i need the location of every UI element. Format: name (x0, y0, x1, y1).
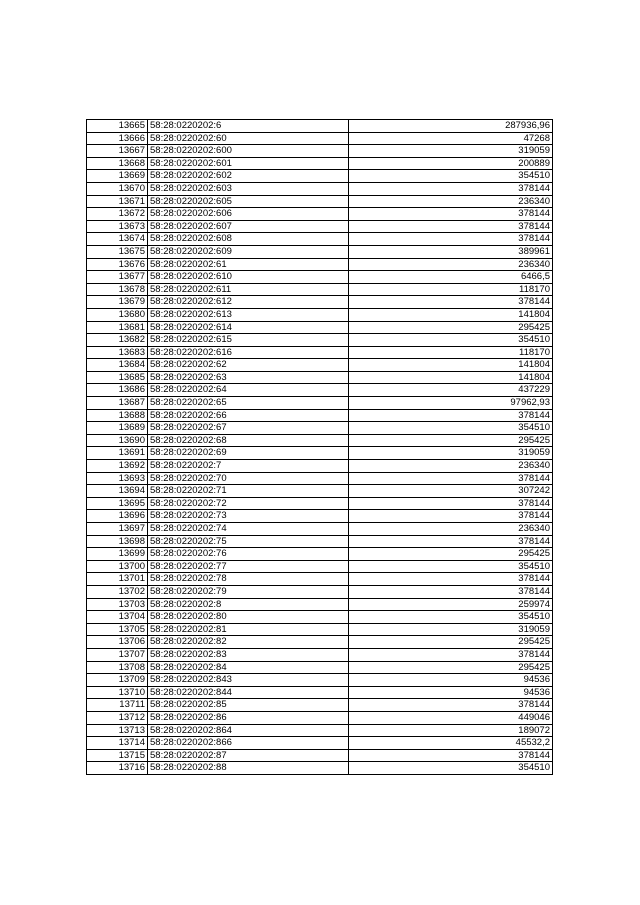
table-row (87, 485, 553, 498)
value-cell: 295425 (349, 548, 553, 561)
value-cell: 354510 (349, 762, 553, 775)
value-cell: 236340 (349, 523, 553, 536)
value-cell: 378144 (349, 699, 553, 712)
table-row (87, 170, 553, 183)
row-number-cell: 13678 (87, 283, 148, 296)
table-row (87, 611, 553, 624)
cadastral-number-cell: 58:28:0220202:609 (148, 245, 349, 258)
value-cell: 378144 (349, 472, 553, 485)
cadastral-number-cell: 58:28:0220202:67 (148, 422, 349, 435)
table-row (87, 208, 553, 221)
table-row (87, 699, 553, 712)
cadastral-number-cell: 58:28:0220202:66 (148, 409, 349, 422)
row-number-cell: 13674 (87, 233, 148, 246)
table-body (87, 120, 553, 775)
value-cell: 236340 (349, 460, 553, 473)
value-cell: 141804 (349, 359, 553, 372)
row-number-cell: 13691 (87, 447, 148, 460)
table-row (87, 346, 553, 359)
value-cell: 94536 (349, 674, 553, 687)
table-row (87, 245, 553, 258)
table-row (87, 711, 553, 724)
table-row (87, 648, 553, 661)
cadastral-number-cell: 58:28:0220202:80 (148, 611, 349, 624)
value-cell: 307242 (349, 485, 553, 498)
table-row (87, 598, 553, 611)
cadastral-number-cell: 58:28:0220202:69 (148, 447, 349, 460)
cadastral-number-cell: 58:28:0220202:79 (148, 585, 349, 598)
value-cell: 287936,96 (349, 120, 553, 133)
value-cell: 319059 (349, 145, 553, 158)
row-number-cell: 13680 (87, 308, 148, 321)
row-number-cell: 13701 (87, 573, 148, 586)
row-number-cell: 13715 (87, 749, 148, 762)
value-cell: 295425 (349, 636, 553, 649)
table-row (87, 447, 553, 460)
value-cell: 378144 (349, 409, 553, 422)
table-row (87, 523, 553, 536)
cadastral-number-cell: 58:28:0220202:63 (148, 371, 349, 384)
value-cell: 94536 (349, 686, 553, 699)
cadastral-number-cell: 58:28:0220202:73 (148, 510, 349, 523)
cadastral-number-cell: 58:28:0220202:61 (148, 258, 349, 271)
cadastral-number-cell: 58:28:0220202:75 (148, 535, 349, 548)
value-cell: 189072 (349, 724, 553, 737)
table-row (87, 145, 553, 158)
cadastral-number-cell: 58:28:0220202:70 (148, 472, 349, 485)
cadastral-number-cell: 58:28:0220202:607 (148, 220, 349, 233)
value-cell: 378144 (349, 585, 553, 598)
table-row (87, 195, 553, 208)
value-cell: 236340 (349, 258, 553, 271)
cadastral-number-cell: 58:28:0220202:613 (148, 308, 349, 321)
row-number-cell: 13705 (87, 623, 148, 636)
table-row (87, 472, 553, 485)
value-cell: 354510 (349, 334, 553, 347)
table-row (87, 308, 553, 321)
value-cell: 378144 (349, 535, 553, 548)
cadastral-number-cell: 58:28:0220202:601 (148, 157, 349, 170)
row-number-cell: 13695 (87, 497, 148, 510)
table-row (87, 157, 553, 170)
row-number-cell: 13666 (87, 132, 148, 145)
cadastral-number-cell: 58:28:0220202:68 (148, 434, 349, 447)
value-cell: 295425 (349, 434, 553, 447)
cadastral-value-table (86, 119, 553, 775)
table-row (87, 233, 553, 246)
row-number-cell: 13703 (87, 598, 148, 611)
value-cell: 354510 (349, 422, 553, 435)
cadastral-number-cell: 58:28:0220202:71 (148, 485, 349, 498)
value-cell: 141804 (349, 371, 553, 384)
table-row (87, 535, 553, 548)
cadastral-number-cell: 58:28:0220202:611 (148, 283, 349, 296)
table-row (87, 737, 553, 750)
table-row (87, 497, 553, 510)
row-number-cell: 13714 (87, 737, 148, 750)
value-cell: 236340 (349, 195, 553, 208)
value-cell: 378144 (349, 497, 553, 510)
value-cell: 389961 (349, 245, 553, 258)
cadastral-number-cell: 58:28:0220202:86 (148, 711, 349, 724)
cadastral-number-cell: 58:28:0220202:612 (148, 296, 349, 309)
value-cell: 319059 (349, 447, 553, 460)
table-row (87, 674, 553, 687)
row-number-cell: 13690 (87, 434, 148, 447)
row-number-cell: 13671 (87, 195, 148, 208)
row-number-cell: 13677 (87, 271, 148, 284)
table-row (87, 258, 553, 271)
row-number-cell: 13697 (87, 523, 148, 536)
table-row (87, 397, 553, 410)
row-number-cell: 13673 (87, 220, 148, 233)
cadastral-number-cell: 58:28:0220202:78 (148, 573, 349, 586)
table-row (87, 283, 553, 296)
table-row (87, 636, 553, 649)
cadastral-number-cell: 58:28:0220202:85 (148, 699, 349, 712)
row-number-cell: 13665 (87, 120, 148, 133)
row-number-cell: 13670 (87, 182, 148, 195)
row-number-cell: 13708 (87, 661, 148, 674)
table-row (87, 749, 553, 762)
table-row (87, 585, 553, 598)
table-row (87, 371, 553, 384)
table-row (87, 271, 553, 284)
cadastral-number-cell: 58:28:0220202:82 (148, 636, 349, 649)
value-cell: 378144 (349, 510, 553, 523)
table-row (87, 686, 553, 699)
value-cell: 449046 (349, 711, 553, 724)
value-cell: 378144 (349, 208, 553, 221)
cadastral-number-cell: 58:28:0220202:606 (148, 208, 349, 221)
cadastral-number-cell: 58:28:0220202:608 (148, 233, 349, 246)
cadastral-number-cell: 58:28:0220202:615 (148, 334, 349, 347)
cadastral-number-cell: 58:28:0220202:60 (148, 132, 349, 145)
cadastral-number-cell: 58:28:0220202:843 (148, 674, 349, 687)
cadastral-number-cell: 58:28:0220202:866 (148, 737, 349, 750)
row-number-cell: 13699 (87, 548, 148, 561)
cadastral-number-cell: 58:28:0220202:84 (148, 661, 349, 674)
cadastral-number-cell: 58:28:0220202:83 (148, 648, 349, 661)
row-number-cell: 13693 (87, 472, 148, 485)
value-cell: 378144 (349, 749, 553, 762)
table-row (87, 334, 553, 347)
table-row (87, 321, 553, 334)
row-number-cell: 13669 (87, 170, 148, 183)
cadastral-number-cell: 58:28:0220202:65 (148, 397, 349, 410)
value-cell: 118170 (349, 283, 553, 296)
value-cell: 6466,5 (349, 271, 553, 284)
row-number-cell: 13679 (87, 296, 148, 309)
table-row (87, 220, 553, 233)
value-cell: 378144 (349, 648, 553, 661)
value-cell: 295425 (349, 661, 553, 674)
row-number-cell: 13683 (87, 346, 148, 359)
row-number-cell: 13687 (87, 397, 148, 410)
row-number-cell: 13709 (87, 674, 148, 687)
cadastral-number-cell: 58:28:0220202:64 (148, 384, 349, 397)
row-number-cell: 13700 (87, 560, 148, 573)
row-number-cell: 13682 (87, 334, 148, 347)
table-row (87, 120, 553, 133)
row-number-cell: 13711 (87, 699, 148, 712)
cadastral-number-cell: 58:28:0220202:87 (148, 749, 349, 762)
cadastral-number-cell: 58:28:0220202:616 (148, 346, 349, 359)
row-number-cell: 13686 (87, 384, 148, 397)
row-number-cell: 13676 (87, 258, 148, 271)
row-number-cell: 13712 (87, 711, 148, 724)
row-number-cell: 13694 (87, 485, 148, 498)
value-cell: 118170 (349, 346, 553, 359)
value-cell: 378144 (349, 233, 553, 246)
value-cell: 97962,93 (349, 397, 553, 410)
cadastral-number-cell: 58:28:0220202:614 (148, 321, 349, 334)
row-number-cell: 13672 (87, 208, 148, 221)
table-row (87, 548, 553, 561)
cadastral-number-cell: 58:28:0220202:74 (148, 523, 349, 536)
value-cell: 354510 (349, 170, 553, 183)
cadastral-number-cell: 58:28:0220202:7 (148, 460, 349, 473)
row-number-cell: 13685 (87, 371, 148, 384)
row-number-cell: 13668 (87, 157, 148, 170)
value-cell: 437229 (349, 384, 553, 397)
row-number-cell: 13706 (87, 636, 148, 649)
cadastral-number-cell: 58:28:0220202:603 (148, 182, 349, 195)
table-row (87, 573, 553, 586)
value-cell: 45532,2 (349, 737, 553, 750)
cadastral-number-cell: 58:28:0220202:864 (148, 724, 349, 737)
table-row (87, 384, 553, 397)
cadastral-number-cell: 58:28:0220202:605 (148, 195, 349, 208)
value-cell: 354510 (349, 560, 553, 573)
row-number-cell: 13681 (87, 321, 148, 334)
value-cell: 378144 (349, 220, 553, 233)
cadastral-number-cell: 58:28:0220202:77 (148, 560, 349, 573)
row-number-cell: 13710 (87, 686, 148, 699)
table-row (87, 560, 553, 573)
cadastral-number-cell: 58:28:0220202:844 (148, 686, 349, 699)
row-number-cell: 13716 (87, 762, 148, 775)
row-number-cell: 13702 (87, 585, 148, 598)
table-row (87, 510, 553, 523)
row-number-cell: 13684 (87, 359, 148, 372)
cadastral-number-cell: 58:28:0220202:62 (148, 359, 349, 372)
cadastral-number-cell: 58:28:0220202:602 (148, 170, 349, 183)
row-number-cell: 13698 (87, 535, 148, 548)
cadastral-number-cell: 58:28:0220202:600 (148, 145, 349, 158)
table-row (87, 422, 553, 435)
value-cell: 319059 (349, 623, 553, 636)
table-row (87, 661, 553, 674)
table-row (87, 434, 553, 447)
table-row (87, 762, 553, 775)
row-number-cell: 13688 (87, 409, 148, 422)
table-row (87, 623, 553, 636)
cadastral-number-cell: 58:28:0220202:76 (148, 548, 349, 561)
row-number-cell: 13692 (87, 460, 148, 473)
table-row (87, 359, 553, 372)
row-number-cell: 13707 (87, 648, 148, 661)
cadastral-number-cell: 58:28:0220202:88 (148, 762, 349, 775)
row-number-cell: 13689 (87, 422, 148, 435)
value-cell: 295425 (349, 321, 553, 334)
row-number-cell: 13704 (87, 611, 148, 624)
row-number-cell: 13696 (87, 510, 148, 523)
cadastral-number-cell: 58:28:0220202:81 (148, 623, 349, 636)
row-number-cell: 13667 (87, 145, 148, 158)
value-cell: 378144 (349, 182, 553, 195)
value-cell: 47268 (349, 132, 553, 145)
value-cell: 141804 (349, 308, 553, 321)
table-row (87, 182, 553, 195)
cadastral-number-cell: 58:28:0220202:72 (148, 497, 349, 510)
cadastral-number-cell: 58:28:0220202:6 (148, 120, 349, 133)
table-row (87, 132, 553, 145)
cadastral-number-cell: 58:28:0220202:8 (148, 598, 349, 611)
row-number-cell: 13713 (87, 724, 148, 737)
table-row (87, 460, 553, 473)
row-number-cell: 13675 (87, 245, 148, 258)
value-cell: 354510 (349, 611, 553, 624)
table-row (87, 724, 553, 737)
value-cell: 200889 (349, 157, 553, 170)
value-cell: 378144 (349, 573, 553, 586)
cadastral-number-cell: 58:28:0220202:610 (148, 271, 349, 284)
value-cell: 259974 (349, 598, 553, 611)
table-row (87, 296, 553, 309)
value-cell: 378144 (349, 296, 553, 309)
table-row (87, 409, 553, 422)
